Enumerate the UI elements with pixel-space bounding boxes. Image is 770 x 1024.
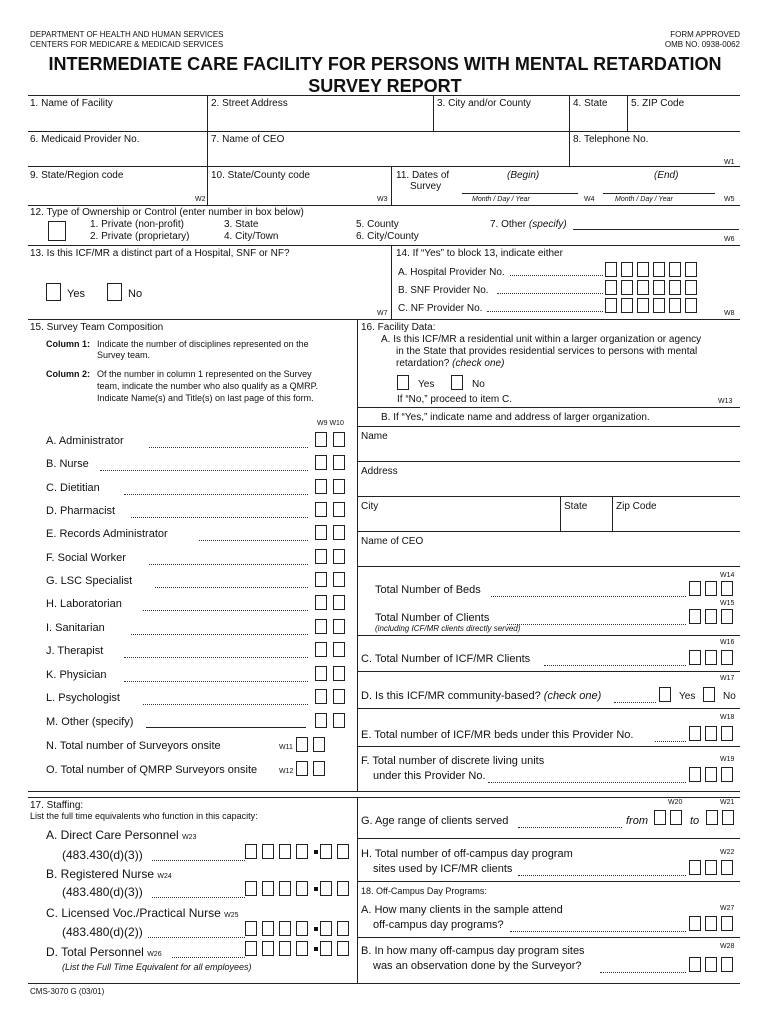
team-col1-box[interactable]: [315, 549, 327, 564]
code-w21: W21: [720, 799, 735, 806]
total-beds-label: Total Number of Beds: [375, 584, 481, 596]
snf-provider-digit[interactable]: [637, 280, 649, 295]
fte-digit-box[interactable]: [279, 921, 291, 936]
hospital-provider-digit[interactable]: [669, 262, 681, 277]
icfmr-clients-box[interactable]: [705, 650, 717, 665]
code-w20: W20: [668, 799, 683, 806]
column1-text1: Indicate the number of disciplines represented on the: [97, 339, 309, 349]
community-no-label: No: [723, 691, 736, 702]
icfmr-beds-box[interactable]: [721, 726, 733, 741]
living-units-box[interactable]: [689, 767, 701, 782]
omb-number: OMB NO. 0938-0062: [664, 40, 740, 49]
code-w9-w10: W9 W10: [317, 420, 344, 427]
survey-team-item: C. Dietitian: [46, 482, 100, 494]
survey-team-item: L. Psychologist: [46, 692, 120, 704]
team-col2-box[interactable]: [333, 689, 345, 704]
field-name-of-ceo[interactable]: 7. Name of CEO: [211, 134, 285, 145]
begin-label: (Begin): [507, 170, 540, 181]
total-qmrp-label: O. Total number of QMRP Surveyors onsite: [46, 764, 258, 776]
fte-decimal-box[interactable]: [337, 941, 349, 956]
sample-clients-label1: A. How many clients in the sample attend: [361, 904, 563, 916]
community-yes-box[interactable]: [659, 687, 671, 702]
snf-provider-digit[interactable]: [685, 280, 697, 295]
column1-text2: Survey team.: [97, 350, 151, 360]
total-surveyors-box[interactable]: [313, 737, 325, 752]
survey-team-item: E. Records Administrator: [46, 528, 168, 540]
field-dates-of-survey-label: 11. Dates of: [396, 170, 450, 181]
total-beds-box[interactable]: [705, 581, 717, 596]
community-yes-label: Yes: [679, 691, 696, 702]
other-col1-box[interactable]: [315, 713, 327, 728]
total-personnel-note: (List the Full Time Equivalent for all employees): [62, 962, 252, 972]
community-no-box[interactable]: [703, 687, 715, 702]
total-beds-box[interactable]: [689, 581, 701, 596]
field-telephone-no[interactable]: 8. Telephone No.: [573, 134, 649, 145]
code-w8: W8: [724, 310, 735, 317]
distinct-part-question: 13. Is this ICF/MR a distinct part of a Hospital, SNF or NF?: [30, 248, 290, 259]
code-w4: W4: [584, 196, 595, 203]
fte-decimal-box[interactable]: [337, 844, 349, 859]
team-col2-box[interactable]: [333, 455, 345, 470]
residential-yes-box[interactable]: [397, 375, 409, 390]
icfmr-beds-box[interactable]: [689, 726, 701, 741]
fte-digit-box[interactable]: [262, 941, 274, 956]
field-state-county-code[interactable]: 10. State/County code: [211, 170, 310, 181]
observation-sites-label1: B. In how many off-campus day program sites: [361, 945, 585, 957]
ownership-opt6: 6. City/County: [356, 231, 419, 242]
team-col2-box[interactable]: [333, 479, 345, 494]
survey-team-item: B. Nurse: [46, 458, 89, 470]
observation-sites-label2: was an observation done by the Surveyor?: [373, 960, 582, 972]
icfmr-clients-box[interactable]: [721, 650, 733, 665]
registered-nurse-code: (483.480(d)(3)): [62, 885, 143, 899]
off-campus-sites-box[interactable]: [689, 860, 701, 875]
decimal-point-icon: [314, 850, 318, 854]
hospital-provider-digit[interactable]: [685, 262, 697, 277]
fte-digit-box[interactable]: [245, 844, 257, 859]
org-state-field[interactable]: State: [564, 501, 588, 512]
fte-digit-box[interactable]: [296, 844, 308, 859]
observation-sites-box[interactable]: [721, 957, 733, 972]
form-number: CMS-3070 G (03/01): [30, 987, 105, 996]
ownership-opt3: 3. State: [224, 219, 259, 230]
column2-text2: team, indicate the number who also qualify as a QMRP.: [97, 381, 318, 391]
survey-team-item: D. Pharmacist: [46, 505, 116, 517]
decimal-point-icon: [314, 887, 318, 891]
ownership-box[interactable]: [48, 221, 66, 241]
block14-label: 14. If “Yes” to block 13, indicate either: [396, 248, 563, 259]
column2-text1: Of the number in column 1 represented on the Survey: [97, 369, 312, 379]
nf-provider-label: C. NF Provider No.: [398, 303, 483, 314]
snf-provider-label: B. SNF Provider No.: [398, 285, 489, 296]
code-w14: W14: [720, 572, 735, 579]
survey-team-label: 15. Survey Team Composition: [30, 322, 164, 333]
icfmr-beds-box[interactable]: [705, 726, 717, 741]
total-clients-note: (including ICF/MR clients directly served): [375, 624, 521, 633]
observation-sites-box[interactable]: [705, 957, 717, 972]
survey-team-item: H. Laboratorian: [46, 598, 122, 610]
fte-decimal-box[interactable]: [320, 921, 332, 936]
code-w7: W7: [377, 310, 388, 317]
survey-team-item: F. Social Worker: [46, 552, 126, 564]
residential-yes-label: Yes: [418, 379, 435, 390]
sample-clients-box[interactable]: [721, 916, 733, 931]
registered-nurse-label: B. Registered Nurse W24: [46, 867, 172, 881]
code-w28: W28: [720, 943, 735, 950]
form-title: INTERMEDIATE CARE FACILITY FOR PERSONS WITH MENTAL RETARDATION: [48, 54, 722, 74]
survey-team-item: A. Administrator: [46, 435, 124, 447]
staffing-sub: List the full time equivalents who function in this capacity:: [30, 811, 258, 821]
fte-digit-box[interactable]: [262, 881, 274, 896]
off-campus-sites-box[interactable]: [705, 860, 717, 875]
living-units-box[interactable]: [705, 767, 717, 782]
code-w1: W1: [724, 159, 735, 166]
age-from-box[interactable]: [670, 810, 682, 825]
direct-care-code: (483.430(d)(3)): [62, 848, 143, 862]
hospital-provider-digit[interactable]: [653, 262, 665, 277]
snf-provider-digit[interactable]: [621, 280, 633, 295]
code-w13: W13: [718, 398, 733, 405]
team-col1-box[interactable]: [315, 479, 327, 494]
survey-team-item: G. LSC Specialist: [46, 575, 133, 587]
community-based-label: D. Is this ICF/MR community-based? (check one): [361, 690, 602, 702]
age-to-box[interactable]: [722, 810, 734, 825]
residential-no-label: No: [472, 379, 485, 390]
fte-decimal-box[interactable]: [320, 881, 332, 896]
org-name-field[interactable]: Name: [361, 431, 388, 442]
total-clients-label: Total Number of Clients: [375, 612, 490, 624]
code-w27: W27: [720, 905, 735, 912]
hospital-provider-label: A. Hospital Provider No.: [398, 267, 505, 278]
team-col2-box[interactable]: [333, 666, 345, 681]
survey-team-item: J. Therapist: [46, 645, 104, 657]
distinct-part-yes-label: Yes: [67, 288, 85, 300]
org-zip-field[interactable]: Zip Code: [616, 501, 657, 512]
nf-provider-digit[interactable]: [605, 298, 617, 313]
hospital-provider-digit[interactable]: [621, 262, 633, 277]
fte-digit-box[interactable]: [296, 921, 308, 936]
living-units-label2: under this Provider No.: [373, 770, 486, 782]
code-w5: W5: [724, 196, 735, 203]
staffing-label: 17. Staffing:: [30, 800, 84, 811]
field-city-county[interactable]: 3. City and/or County: [437, 98, 531, 109]
other-specify-label: M. Other (specify): [46, 716, 134, 728]
fte-decimal-box[interactable]: [337, 921, 349, 936]
field-dates-of-survey-label2: Survey: [410, 181, 442, 192]
icfmr-clients-box[interactable]: [689, 650, 701, 665]
end-label: (End): [654, 170, 679, 181]
total-surveyors-box[interactable]: [296, 737, 308, 752]
team-col2-box[interactable]: [333, 619, 345, 634]
direct-care-label: A. Direct Care Personnel W23: [46, 828, 197, 842]
total-qmrp-box[interactable]: [313, 761, 325, 776]
code-w18: W18: [720, 714, 735, 721]
snf-provider-digit[interactable]: [653, 280, 665, 295]
code-w17: W17: [720, 675, 735, 682]
lpn-label: C. Licensed Voc./Practical Nurse W25: [46, 906, 239, 920]
residential-unit-q1: A. Is this ICF/MR a residential unit within a larger organization or agency: [381, 334, 702, 345]
team-col1-box[interactable]: [315, 619, 327, 634]
team-col1-box[interactable]: [315, 689, 327, 704]
total-clients-box[interactable]: [721, 609, 733, 624]
code-w2: W2: [195, 196, 206, 203]
org-address-field[interactable]: Address: [361, 466, 398, 477]
ownership-opt5: 5. County: [356, 219, 399, 230]
code-w12: W12: [279, 768, 294, 775]
age-to-label: to: [690, 815, 700, 827]
fte-digit-box[interactable]: [279, 941, 291, 956]
code-w6: W6: [724, 236, 735, 243]
team-col2-box[interactable]: [333, 525, 345, 540]
form-approved: FORM APPROVED: [670, 30, 740, 39]
team-col1-box[interactable]: [315, 455, 327, 470]
fte-digit-box[interactable]: [279, 844, 291, 859]
team-col1-box[interactable]: [315, 432, 327, 447]
off-campus-sites-label2: sites used by ICF/MR clients: [373, 863, 513, 875]
fte-digit-box[interactable]: [279, 881, 291, 896]
fte-digit-box[interactable]: [296, 941, 308, 956]
team-col2-box[interactable]: [333, 595, 345, 610]
ownership-opt1: 1. Private (non-profit): [90, 219, 184, 230]
hospital-provider-digit[interactable]: [637, 262, 649, 277]
code-w22: W22: [720, 849, 735, 856]
facility-data-label: 16. Facility Data:: [361, 322, 436, 333]
total-surveyors-label: N. Total number of Surveyors onsite: [46, 740, 221, 752]
nf-provider-digit[interactable]: [685, 298, 697, 313]
snf-provider-digit[interactable]: [669, 280, 681, 295]
fte-digit-box[interactable]: [296, 881, 308, 896]
team-col1-box[interactable]: [315, 595, 327, 610]
end-date-format: Month / Day / Year: [615, 196, 673, 203]
team-col1-box[interactable]: [315, 642, 327, 657]
if-no-proceed: If “No,” proceed to item C.: [397, 394, 513, 405]
team-col2-box[interactable]: [333, 502, 345, 517]
snf-provider-digit[interactable]: [605, 280, 617, 295]
nf-provider-digit[interactable]: [669, 298, 681, 313]
nf-provider-digit[interactable]: [637, 298, 649, 313]
team-col2-box[interactable]: [333, 642, 345, 657]
field-zip-code[interactable]: 5. ZIP Code: [631, 98, 685, 109]
other-col2-box[interactable]: [333, 713, 345, 728]
team-col1-box[interactable]: [315, 572, 327, 587]
column2-text3: Indicate Name(s) and Title(s) on last page of this form.: [97, 393, 314, 403]
decimal-point-icon: [314, 927, 318, 931]
living-units-box[interactable]: [721, 767, 733, 782]
total-clients-box[interactable]: [705, 609, 717, 624]
fte-digit-box[interactable]: [262, 844, 274, 859]
nf-provider-digit[interactable]: [653, 298, 665, 313]
code-w16: W16: [720, 639, 735, 646]
column1-head: Column 1:: [46, 339, 90, 349]
team-col2-box[interactable]: [333, 432, 345, 447]
hospital-provider-digit[interactable]: [605, 262, 617, 277]
residential-no-box[interactable]: [451, 375, 463, 390]
fte-decimal-box[interactable]: [320, 941, 332, 956]
agency-line2: CENTERS FOR MEDICARE & MEDICAID SERVICES: [30, 40, 224, 49]
nf-provider-digit[interactable]: [621, 298, 633, 313]
org-city-field[interactable]: City: [361, 501, 379, 512]
team-col2-box[interactable]: [333, 549, 345, 564]
survey-team-item: K. Physician: [46, 669, 107, 681]
org-ceo-field[interactable]: Name of CEO: [361, 536, 424, 547]
age-to-box[interactable]: [706, 810, 718, 825]
total-personnel-label: D. Total Personnel W26: [46, 945, 162, 959]
fte-digit-box[interactable]: [262, 921, 274, 936]
fte-digit-box[interactable]: [245, 941, 257, 956]
field-street-address[interactable]: 2. Street Address: [211, 98, 288, 109]
off-campus-sites-label1: H. Total number of off-campus day program: [361, 848, 573, 860]
fte-digit-box[interactable]: [245, 881, 257, 896]
code-w3: W3: [377, 196, 388, 203]
distinct-part-no-box[interactable]: [107, 283, 122, 301]
sample-clients-box[interactable]: [705, 916, 717, 931]
field-state[interactable]: 4. State: [573, 98, 608, 109]
observation-sites-box[interactable]: [689, 957, 701, 972]
fte-digit-box[interactable]: [245, 921, 257, 936]
ownership-opt2: 2. Private (proprietary): [90, 231, 190, 242]
distinct-part-no-label: No: [128, 288, 143, 300]
total-beds-box[interactable]: [721, 581, 733, 596]
field-medicaid-provider-no[interactable]: 6. Medicaid Provider No.: [30, 134, 140, 145]
ownership-label: 12. Type of Ownership or Control (enter number in box below): [30, 207, 304, 218]
fte-decimal-box[interactable]: [320, 844, 332, 859]
ownership-opt4: 4. City/Town: [224, 231, 279, 242]
fte-decimal-box[interactable]: [337, 881, 349, 896]
off-campus-programs-label: 18. Off-Campus Day Programs:: [361, 886, 487, 896]
decimal-point-icon: [314, 947, 318, 951]
survey-team-item: I. Sanitarian: [46, 622, 105, 634]
larger-org-label: B. If “Yes,” indicate name and address of larger organization.: [381, 412, 650, 423]
sample-clients-label2: off-campus day programs?: [373, 919, 504, 931]
agency-line1: DEPARTMENT OF HEALTH AND HUMAN SERVICES: [30, 30, 224, 39]
total-qmrp-box[interactable]: [296, 761, 308, 776]
code-w15: W15: [720, 600, 735, 607]
living-units-label1: F. Total number of discrete living units: [361, 755, 545, 767]
team-col1-box[interactable]: [315, 666, 327, 681]
column2-head: Column 2:: [46, 369, 90, 379]
icfmr-beds-label: E. Total number of ICF/MR beds under this Provider No.: [361, 729, 634, 741]
team-col2-box[interactable]: [333, 572, 345, 587]
team-col1-box[interactable]: [315, 525, 327, 540]
sample-clients-box[interactable]: [689, 916, 701, 931]
distinct-part-yes-box[interactable]: [46, 283, 61, 301]
residential-unit-q3: retardation? (check one): [396, 358, 505, 369]
form-subtitle: SURVEY REPORT: [308, 76, 462, 96]
total-clients-box[interactable]: [689, 609, 701, 624]
field-state-region-code[interactable]: 9. State/Region code: [30, 170, 124, 181]
residential-unit-q2: in the State that provides residential services to persons with mental: [396, 346, 698, 357]
code-w11: W11: [279, 744, 293, 751]
age-from-box[interactable]: [654, 810, 666, 825]
code-w19: W19: [720, 756, 735, 763]
team-col1-box[interactable]: [315, 502, 327, 517]
icfmr-clients-label: C. Total Number of ICF/MR Clients: [361, 653, 531, 665]
off-campus-sites-box[interactable]: [721, 860, 733, 875]
ownership-opt7: 7. Other (specify): [490, 219, 567, 230]
field-name-of-facility[interactable]: 1. Name of Facility: [30, 98, 113, 109]
age-range-label: G. Age range of clients served: [361, 815, 509, 827]
age-from-label: from: [626, 815, 648, 827]
lpn-code: (483.480(d)(2)): [62, 925, 143, 939]
begin-date-format: Month / Day / Year: [472, 196, 530, 203]
